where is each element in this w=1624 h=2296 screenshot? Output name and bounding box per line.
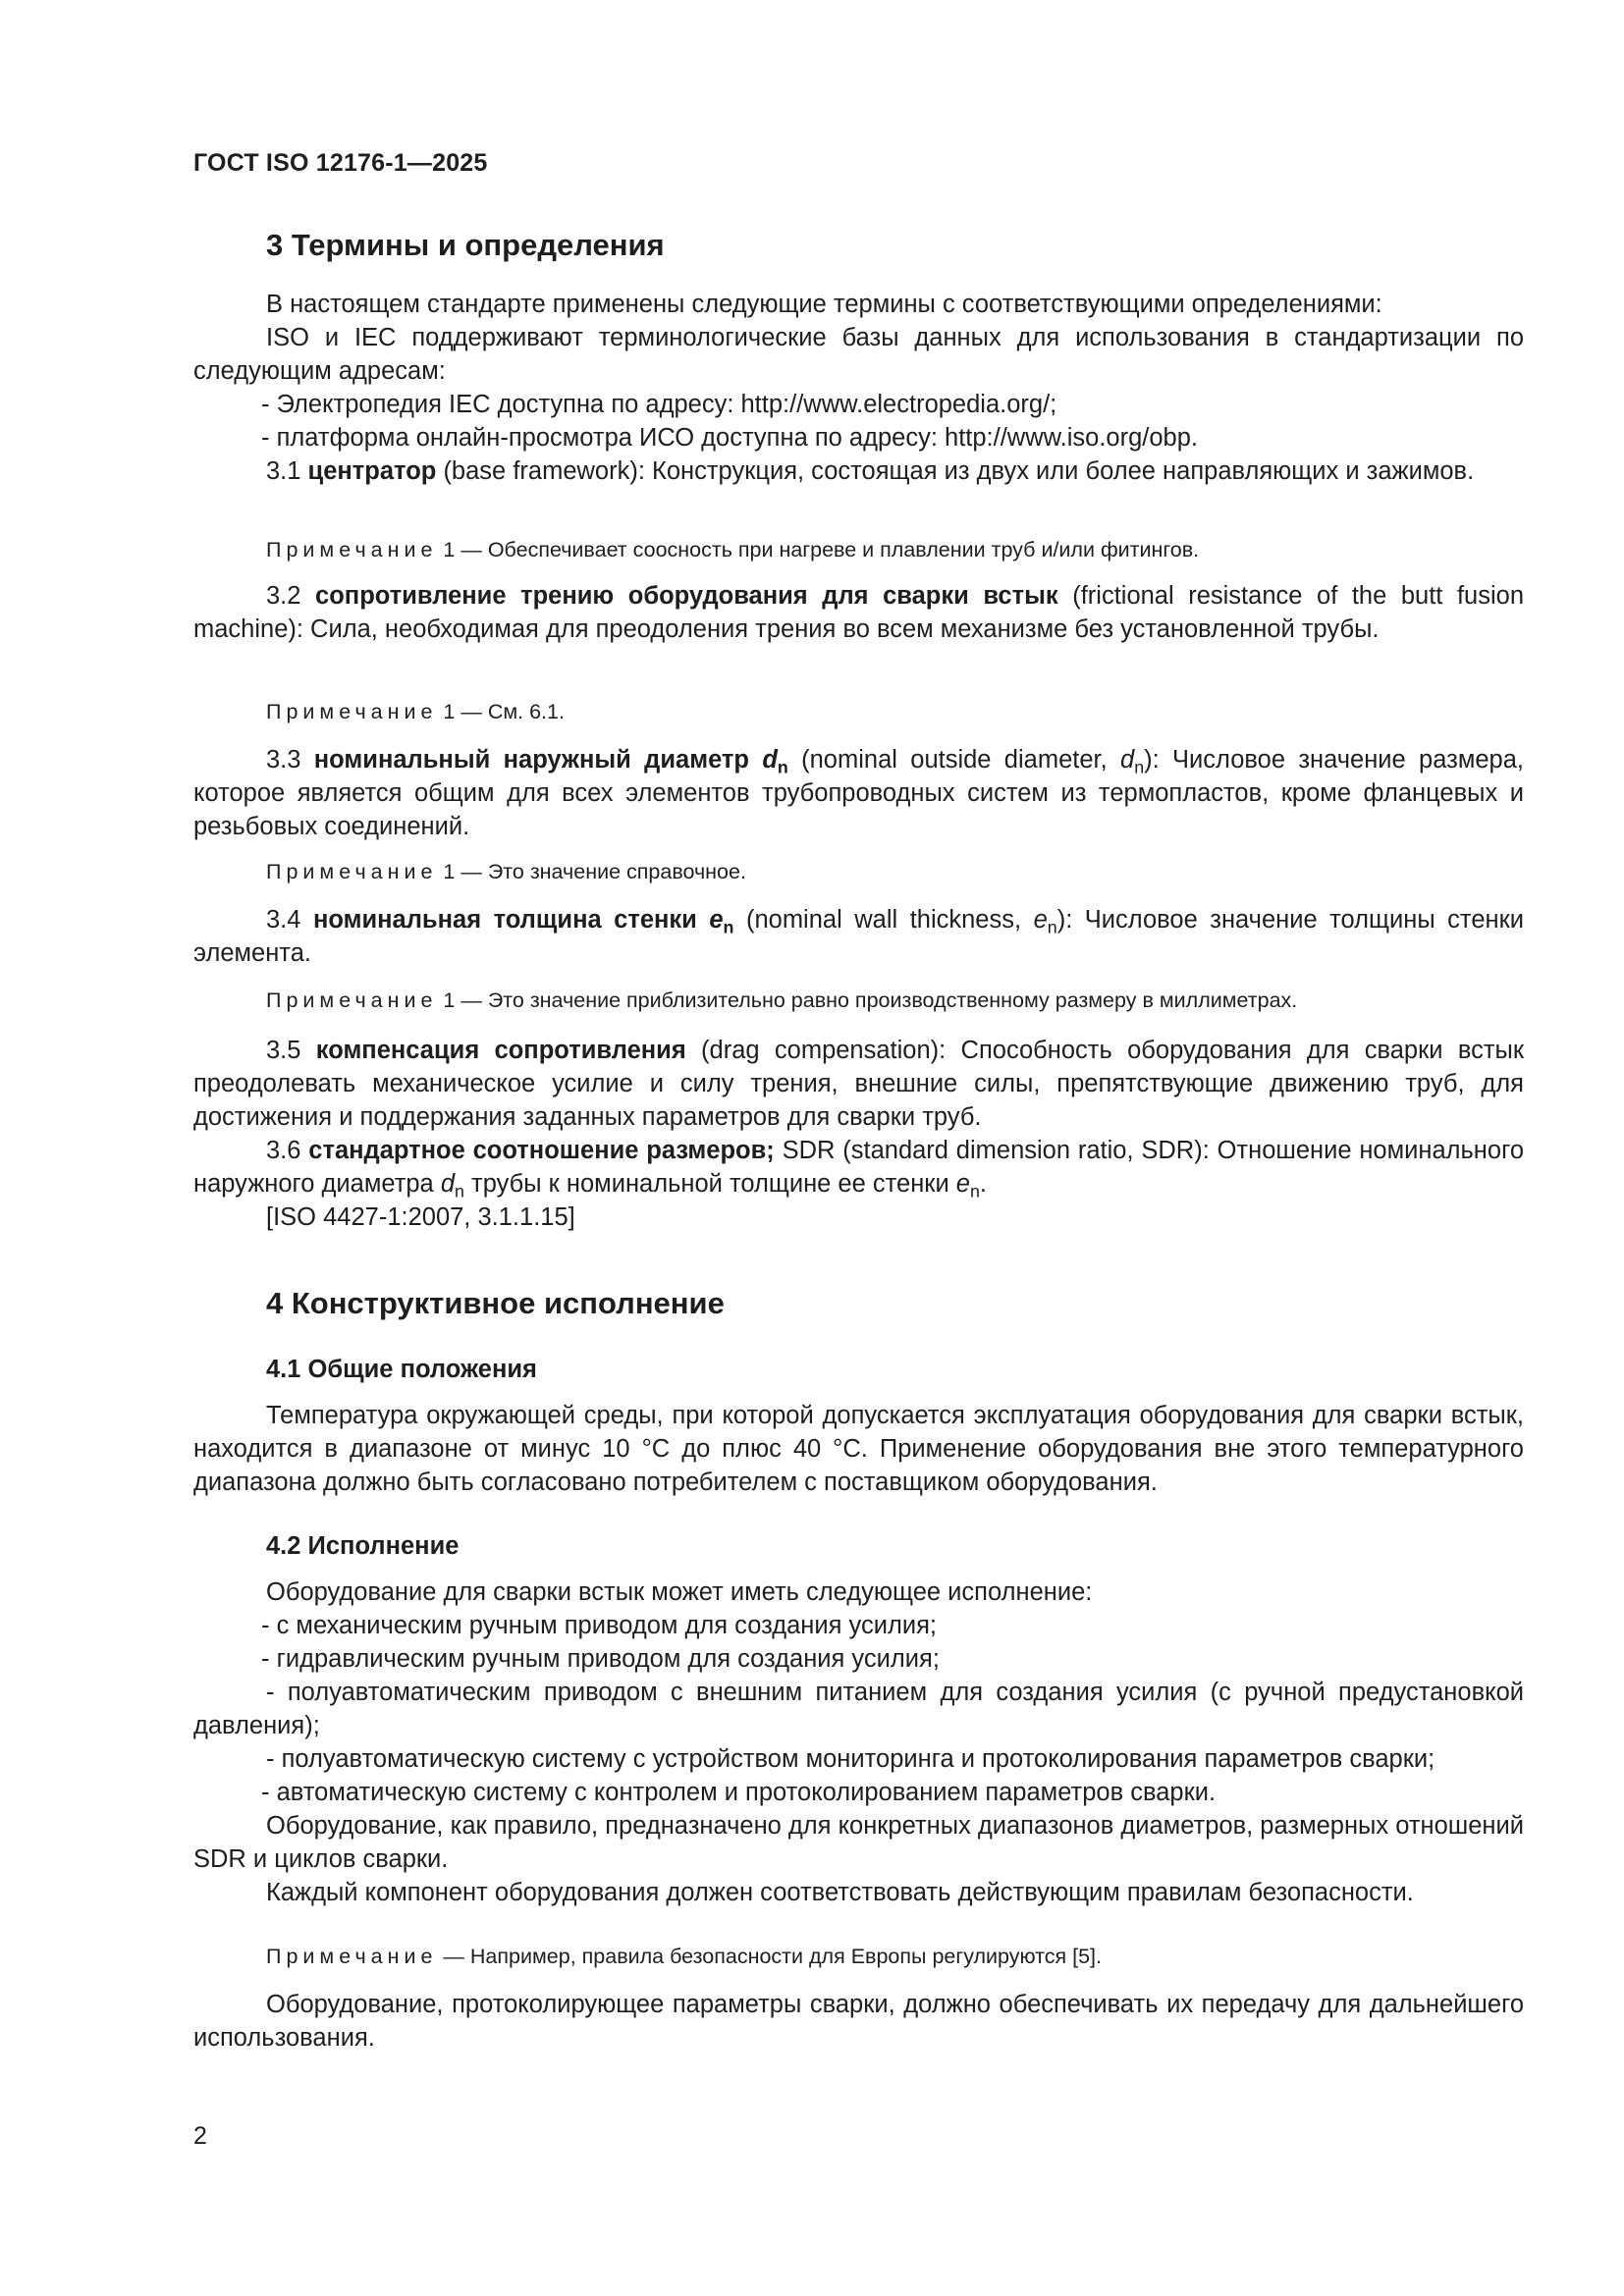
note-text: 1 — Это значение приблизительно равно производственному размеру в миллиметрах.	[437, 988, 1298, 1012]
term-symbol: d	[762, 746, 778, 774]
list-item: - Электропедия IEC доступна по адресу: http://www.electropedia.org/;	[261, 391, 1057, 418]
term-definition: (nominal wall thickness,	[733, 906, 1034, 934]
term-reference: [ISO 4427-1:2007, 3.1.1.15]	[266, 1203, 575, 1231]
term-3-5	[193, 1034, 1524, 1134]
term-definition-end: .	[979, 1170, 987, 1198]
subsection-4-1-heading: 4.1 Общие положения	[266, 1356, 537, 1383]
term-name: номинальная толщина стенки	[312, 906, 710, 934]
design-intro: Оборудование для сварки встык может иметь следующее исполнение:	[266, 1578, 1093, 1606]
temperature-paragraph: Температура окружающей среды, при которой допускается эксплуатация оборудования для сварки встык, находится в диапазоне от минус 10 °С до плюс 40 °С. Применение оборудования вне этого температурного диапазона должно быть согласовано потребителем с поставщиком оборудования.	[193, 1402, 1524, 1496]
subsection-4-1-body	[193, 1399, 1524, 1499]
list-item: - гидравлическим ручным приводом для создания усилия;	[261, 1645, 940, 1673]
note-label: Примечание	[266, 860, 438, 883]
term-3-2	[193, 579, 1524, 646]
inline-symbol: e	[955, 1170, 970, 1198]
intro-paragraph: В настоящем стандарте применены следующие термины с соответствующими определениями:	[266, 291, 1382, 318]
note-3-4	[266, 986, 1297, 1015]
list-item: - автоматическую систему с контролем и протоколированием параметров сварки.	[261, 1779, 1217, 1806]
inline-symbol-subscript: n	[1134, 757, 1145, 777]
term-3-3-block	[193, 743, 1524, 843]
safety-paragraph: Каждый компонент оборудования должен соответствовать действующим правилам безопасности.	[266, 1879, 1414, 1906]
section-3-intro-block	[193, 288, 1524, 488]
term-definition-cont: трубы к номинальной толщине ее стенки	[463, 1170, 956, 1198]
document-code-header: ГОСТ ISO 12176-1—2025	[193, 149, 488, 177]
term-definition: (nominal outside diameter,	[787, 746, 1121, 774]
term-name: стандартное соотношение размеров;	[308, 1137, 775, 1164]
note-text: 1 — Обеспечивает соосность при нагреве и плавлении труб и/или фитингов.	[437, 538, 1200, 561]
note-label: Примечание	[266, 988, 438, 1012]
terms-3-5-3-6-block	[193, 1034, 1524, 1234]
term-number: 3.2	[266, 582, 301, 610]
term-symbol-subscript: n	[723, 917, 734, 937]
note-3-3	[266, 857, 746, 886]
list-item: - платформа онлайн-просмотра ИСО доступна по адресу: http://www.iso.org/obp.	[261, 424, 1198, 452]
inline-symbol-subscript: n	[455, 1181, 464, 1201]
note-text: 1 — См. 6.1.	[437, 700, 565, 723]
note-text: 1 — Это значение справочное.	[437, 860, 746, 883]
ranges-paragraph: Оборудование, как правило, предназначено для конкретных диапазонов диаметров, размерных отношений SDR и циклов сварки.	[193, 1812, 1524, 1873]
term-name: номинальный наружный диаметр	[313, 746, 763, 774]
note-text: — Например, правила безопасности для Европы регулируются [5].	[437, 1945, 1102, 1968]
note-label: Примечание	[266, 700, 438, 723]
term-3-2-block	[193, 579, 1524, 646]
note-3-2	[266, 697, 565, 726]
term-number: 3.4	[266, 906, 301, 934]
term-definition: (frictional resistance of the butt fusion machine): Сила, необходимая для преодоления трения во всем механизме без установленной трубы.	[193, 582, 1525, 643]
term-3-4-block	[193, 903, 1524, 970]
note-label: Примечание	[266, 1945, 438, 1968]
term-definition: SDR (standard dimension ratio, SDR): Отношение номинального наружного диаметра	[193, 1137, 1524, 1198]
list-item: - полуавтоматическим приводом с внешним питанием для создания усилия (с ручной предустановкой давления);	[193, 1679, 1524, 1739]
inline-symbol: d	[440, 1170, 456, 1198]
term-number: 3.6	[266, 1137, 301, 1164]
term-3-4	[193, 903, 1524, 970]
section-4-heading: 4 Конструктивное исполнение	[266, 1286, 725, 1320]
term-definition: (drag compensation): Способность оборудования для сварки встык преодолевать механическое усилие и силу трения, внешние силы, препятствующие движению труб, для достижения и поддержания заданных параметров для сварки труб.	[193, 1037, 1524, 1131]
term-3-3	[193, 743, 1524, 843]
term-number: 3.5	[266, 1037, 301, 1064]
term-number: 3.3	[266, 746, 301, 774]
term-definition-cont: ): Числовое значение толщины стенки элемента.	[193, 906, 1524, 967]
page-number: 2	[193, 2122, 207, 2150]
databases-paragraph: ISO и IEC поддерживают терминологические базы данных для использования в стандартизации по следующим адресам:	[193, 324, 1524, 385]
section-3-heading: 3 Термины и определения	[266, 228, 665, 262]
inline-symbol: e	[1033, 906, 1048, 934]
transfer-paragraph-block	[193, 1988, 1524, 2055]
subsection-4-2-body	[193, 1575, 1524, 1909]
inline-symbol-subscript: n	[1047, 917, 1057, 937]
term-3-1	[193, 454, 1524, 488]
term-number: 3.1	[266, 457, 301, 485]
term-name: сопротивление трению оборудования для сварки встык	[315, 582, 1058, 610]
note-4-2	[266, 1942, 1102, 1971]
term-name: центратор	[307, 457, 437, 485]
subsection-4-2-heading: 4.2 Исполнение	[266, 1532, 460, 1560]
transfer-paragraph: Оборудование, протоколирующее параметры сварки, должно обеспечивать их передачу для дальнейшего использования.	[193, 1991, 1524, 2052]
list-item: - полуавтоматическую систему с устройством мониторинга и протоколирования параметров сварки;	[266, 1745, 1435, 1773]
note-label: Примечание	[266, 538, 438, 561]
note-3-1	[266, 535, 1199, 564]
term-definition: (base framework): Конструкция, состоящая из двух или более направляющих и зажимов.	[436, 457, 1475, 485]
term-definition-cont: ): Числовое значение размера, которое является общим для всех элементов трубопроводных систем из термопластов, кроме фланцевых и резьбовых соединений.	[193, 746, 1524, 840]
term-name: компенсация сопротивления	[315, 1037, 686, 1064]
inline-symbol-subscript: n	[969, 1181, 980, 1201]
term-symbol: e	[709, 906, 724, 934]
term-3-6	[193, 1134, 1524, 1201]
inline-symbol: d	[1120, 746, 1135, 774]
term-symbol-subscript: n	[777, 757, 788, 777]
list-item: - с механическим ручным приводом для создания усилия;	[261, 1612, 937, 1639]
